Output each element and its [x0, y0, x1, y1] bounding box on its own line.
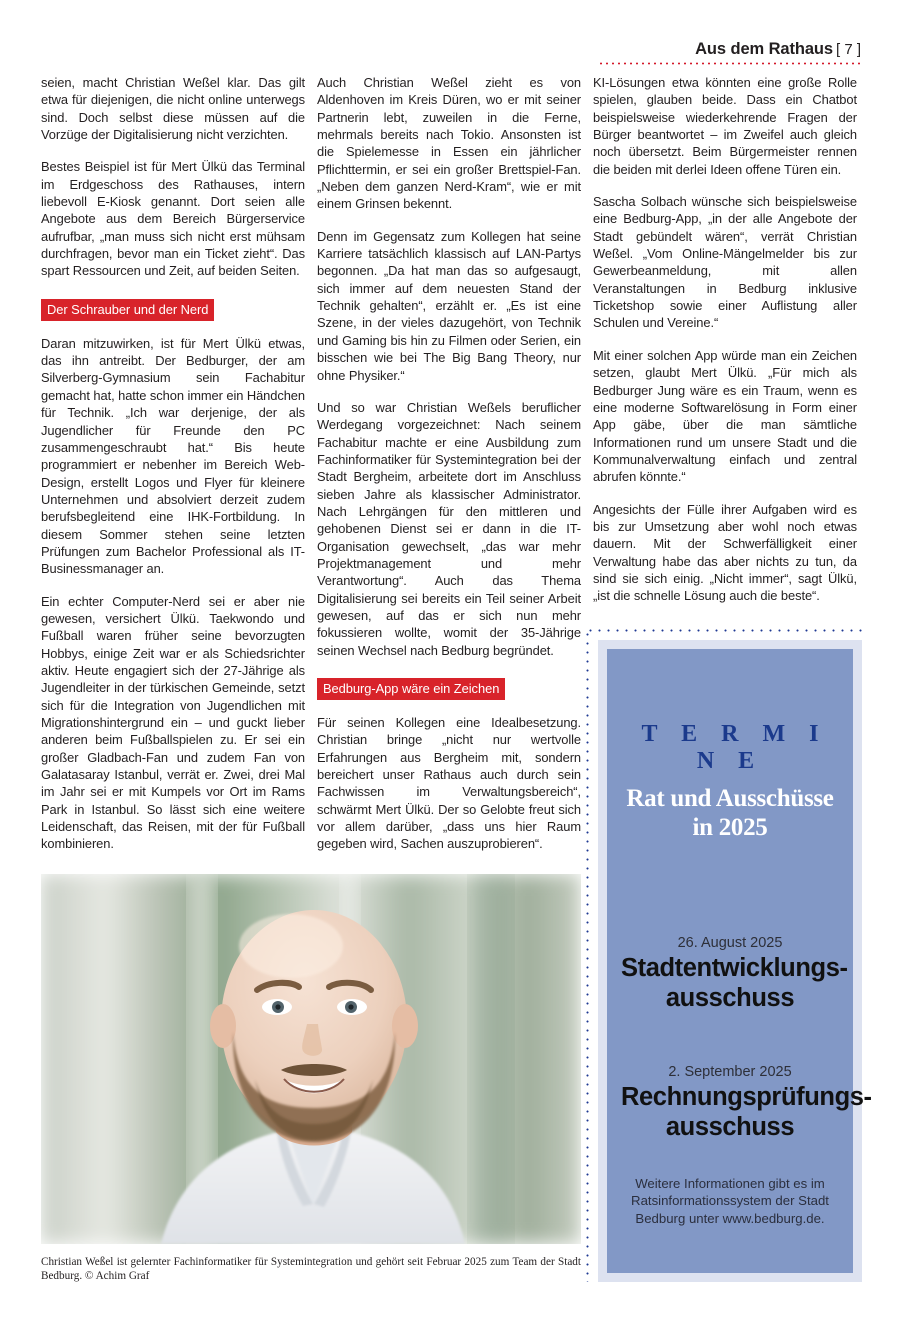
termine-divider-vertical — [586, 630, 589, 1282]
paragraph: KI-Lösungen etwa könnten eine große Rolle spielen, glauben beide. Dass ein Chatbot beispielsweise wiederkehrende Fragen der Bürger beantwortet – im Zweifel auch gleich noch übersetzt. Beim Bürgermeister rennen die beiden mit derlei Ideen offene Türen ein. — [593, 75, 857, 177]
header-dotted-rule — [598, 62, 861, 65]
section-heading-bedburg-app: Bedburg-App wäre ein Zeichen — [317, 678, 505, 700]
paragraph: Denn im Gegensatz zum Kollegen hat seine Karriere tatsächlich klassisch auf LAN-Partys begonnen. „Da hat man das so aufgesaugt, sich immer auf dem neuesten Stand der Technik gehalten“, erzählt er. „Es ist eine Szene, in der vieles dazugehört, von Technik und Gaming bis hin zu Filmen oder Serien, ein bisschen wie bei The Big Bang Theory, nur ohne Physiker.“ — [317, 228, 581, 383]
paragraph: Bestes Beispiel ist für Mert Ülkü das Terminal im Erdgeschoss des Rathauses, intern liebevoll E-Kiosk genannt. Dort seien alle Angebote aus dem Bereich Bürgerservice aufrufbar, „man muss sich nicht erst mühsam durchfragen, bevor man ein Ticket zieht“. Das spart Ressourcen und Zeit, auf beiden Seiten. — [41, 159, 305, 279]
text-column-1 — [41, 74, 305, 853]
termine-divider-horizontal — [586, 629, 866, 632]
termine-box — [598, 640, 872, 1282]
termine-subtitle: Rat und Ausschüsse in 2025 — [626, 785, 834, 841]
termine-label: T E R M I N E — [641, 721, 828, 774]
section-heading-schrauber: Der Schrauber und der Nerd — [41, 299, 214, 321]
text-column-2 — [317, 74, 581, 853]
event-name: Stadtentwicklungs- ausschuss — [621, 954, 848, 1012]
event-date: 2. September 2025 — [668, 1064, 792, 1080]
paragraph: Für seinen Kollegen eine Idealbesetzung. Christian bringe „nicht nur wertvolle Erfahrungen aus Bergheim mit, sondern bereichert unser Rathaus auch durch sein Fachwissen im Verwaltungsbereich“, schwärmt Mert Ülkü. Der so Gelobte freut sich vor allem darüber, „dass uns hier Raum gegeben wird, Sachen auszuprobieren“. — [317, 715, 581, 852]
paragraph: Und so war Christian Weßels beruflicher Werdegang vorgezeichnet: Nach seinem Fachabitur machte er eine Ausbildung zum Fachinformatiker für Systemintegration bei der Stadt Bergheim, arbeitete dort im Anschluss sieben Jahre als klassischer Administrator. Nach Lehrgängen für den mittleren und gehobenen Dienst sei er dann in die IT-Organisation gewechselt, „das war mehr Projektmanagement und mehr Verantwortung“. Auch das Thema Digitalisierung sei bereits ein Teil seiner Arbeit gewesen, auf das er sich nun mehr fokussieren wollte, womit der 35-Jährige seinen Wechsel nach Bedburg begründet. — [317, 399, 581, 658]
photo-caption: Christian Weßel ist gelernter Fachinformatiker für Systemintegration und gehört seit Februar 2025 zum Team der Stadt Bedburg. © Achim Graf — [41, 1256, 581, 1283]
page-number: [ 7 ] — [835, 41, 861, 58]
paragraph: Sascha Solbach wünsche sich beispielsweise eine Bedburg-App, „in der alle Angebote der Stadt gebündelt wären“, verrät Christian Weßel. „Vom Online-Mängelmelder bis zur Gewerbeanmeldung, mit allen Veranstaltungen in Bedburg inklusive Ticketshop sowie einer Auflistung aller Schulen und Vereine.“ — [593, 194, 857, 331]
event-date: 26. August 2025 — [677, 935, 783, 951]
text-column-3 — [593, 74, 857, 605]
paragraph: Daran mitzuwirken, ist für Mert Ülkü etwas, das ihn antreibt. Der Bedburger, der am Silverberg-Gymnasium sein Fachabitur gemacht hat, hatte schon immer ein Händchen für Technik. „Ich war derjenige, der als Jugendlicher für Freunde den PC zusammengeschraubt hat.“ Bis heute programmiert er nebenher im Bereich Web-Design, erstellt Logos und Flyer für kleinere Unternehmen und absolviert derzeit zudem berufsbegleitend eine IHK-Fortbildung. In diesem Sommer stehen seine letzten Prüfungen zum Bachelor Professional als IT-Businessmanager an. — [41, 335, 305, 577]
article-photo — [41, 874, 581, 1244]
termine-panel — [607, 649, 872, 1273]
termine-event — [621, 934, 848, 1013]
paragraph: Auch Christian Weßel zieht es von Aldenhoven im Kreis Düren, wo er mit seiner Partnerin lebt, zuweilen in die Ferne, mehrmals bereits nach Tokio. Ansonsten ist die Spielemesse in Essen ein jährlicher Pflichttermin, er sei ein großer Brettspiel-Fan. „Neben dem ganzen Nerd-Kram“, wie er mit einem Grinsen bekennt. — [317, 75, 581, 212]
termine-footer-note: Weitere Informationen gibt es im Ratsinformationssystem der Stadt Bedburg unter www.bedburg.de. — [631, 1175, 829, 1226]
paragraph: Mit einer solchen App würde man ein Zeichen setzen, glaubt Mert Ülkü. „Für mich als Bedburger Jung wäre es ein Traum, wenn es eine moderne Softwarelösung in Form einer App gäbe, über die man sämtliche Informationen rund um unsere Stadt und die Kommunalverwaltung einfach und zentral abrufen könnte.“ — [593, 347, 857, 485]
event-name: Rechnungsprüfungs- ausschuss — [621, 1083, 872, 1141]
paragraph: Ein echter Computer-Nerd sei er aber nie gewesen, versichert Ülkü. Taekwondo und Fußball waren früher seine bevorzugten Hobbys, einige Zeit war er als Schiedsrichter aktiv. Heute engagiert sich der 27-Jährige als Jugendleiter in der türkischen Gemeinde, setzt sich für die Integration von Jugendlichen mit Migrationshintergrund ein – und guckt lieber anderen beim Fußballspielen zu. Er sei ein großer Gladbach-Fan und zudem Fan von Galatasaray Istanbul, verrät er. Zwei, drei Mal im Jahr sei er mit Kumpels vor Ort im Rams Park in Istanbul. So lässt sich eine weitere Leidenschaft, das Reisen, mit der für Fußball kombinieren. — [41, 593, 305, 852]
page-header — [598, 40, 861, 59]
paragraph: seien, macht Christian Weßel klar. Das gilt etwa für diejenigen, die nicht online unterwegs sind. Doch selbst diese müssen auf die Vorzüge der Digitalisierung nicht verzichten. — [41, 75, 305, 143]
paragraph: Angesichts der Fülle ihrer Aufgaben wird es bis zur Umsetzung aber wohl noch etwas dauern. Mit der Schwerfälligkeit einer Verwaltung habe das aber nichts zu tun, da sind sie sich einig. „Nicht immer“, sagt Ülkü, „ist die schnelle Lösung auch die beste“. — [593, 501, 857, 604]
portrait-photo-image — [41, 874, 581, 1244]
page-header-title: Aus dem Rathaus — [695, 40, 833, 58]
termine-event — [621, 1063, 872, 1142]
